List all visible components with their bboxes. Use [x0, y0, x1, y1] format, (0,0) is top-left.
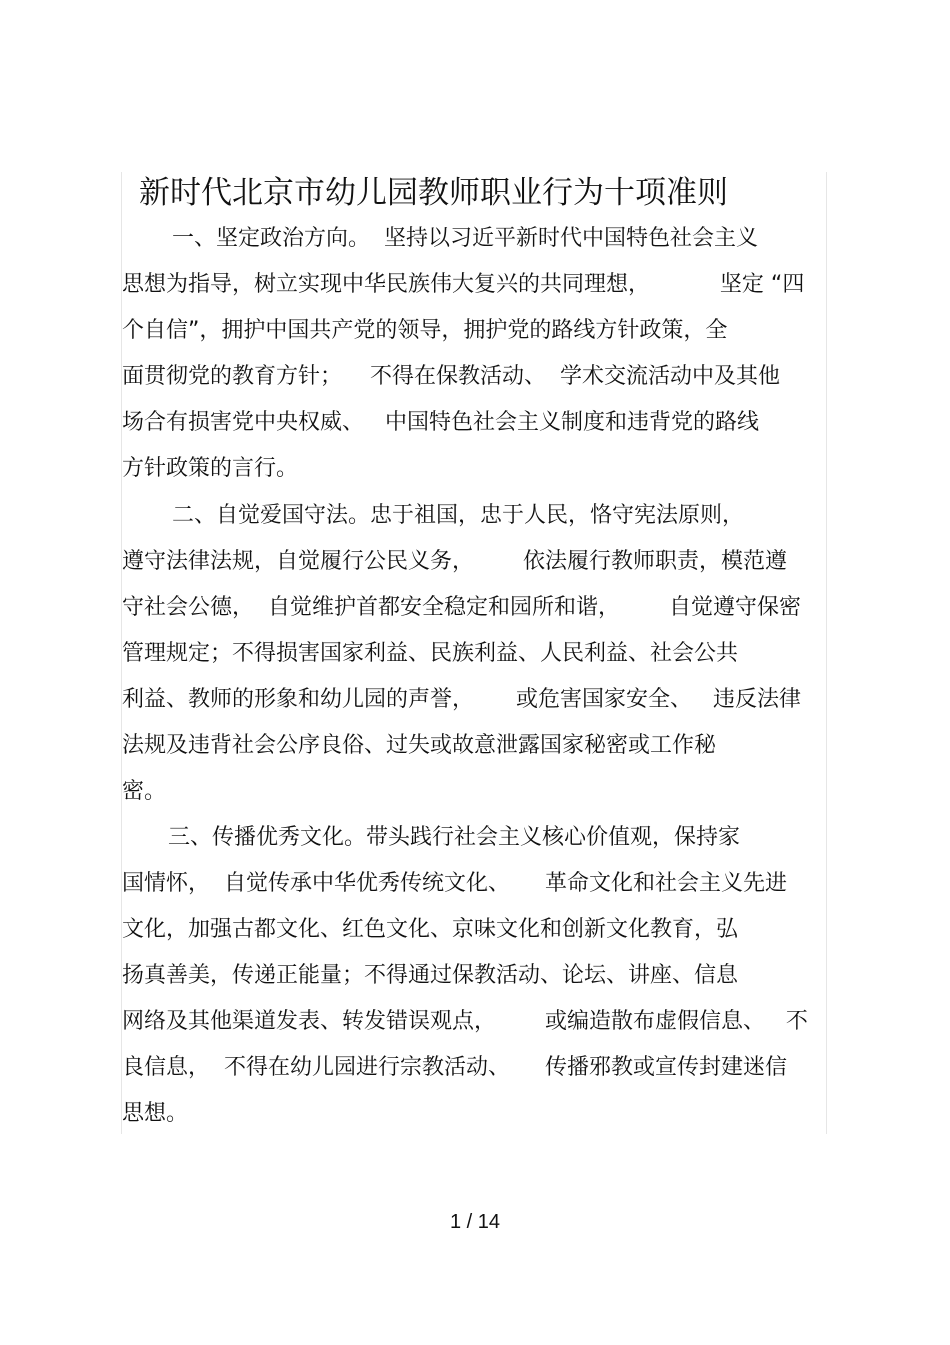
text-line: 面贯彻党的教育方针； 不得在保教活动、 学术交流活动中及其他	[122, 364, 780, 389]
text-line: 国情怀， 自觉传承中华优秀传统文化、 革命文化和社会主义先进	[122, 871, 787, 896]
text-line: 一、坚定政治方向。 坚持以习近平新时代中国特色社会主义	[172, 226, 758, 251]
text-line: 密。	[122, 779, 167, 804]
text-line: 利益、教师的形象和幼儿园的声誉， 或危害国家安全、 违反法律	[122, 687, 801, 712]
text-line: 网络及其他渠道发表、转发错误观点， 或编造散布虚假信息、 不	[122, 1009, 808, 1034]
document-title: 新时代北京市幼儿园教师职业行为十项准则	[139, 175, 728, 211]
text-line: 方针政策的言行。	[122, 456, 299, 481]
text-line: 场合有损害党中央权威、 中国特色社会主义制度和违背党的路线	[122, 410, 759, 435]
text-line: 管理规定；不得损害国家利益、民族利益、人民利益、社会公共	[122, 641, 739, 666]
text-line: 二、自觉爱国守法。忠于祖国，忠于人民，恪守宪法原则，	[172, 503, 745, 528]
text-line: 文化，加强古都文化、红色文化、京味文化和创新文化教育，弘	[122, 917, 739, 942]
text-line: 遵守法律法规，自觉履行公民义务， 依法履行教师职责，模范遵	[122, 549, 787, 574]
text-line: 三、传播优秀文化。带头践行社会主义核心价值观，保持家	[168, 825, 741, 850]
text-line: 思想为指导，树立实现中华民族伟大复兴的共同理想， 坚定 “四	[122, 272, 805, 297]
text-line: 个自信”，拥护中国共产党的领导，拥护党的路线方针政策，全	[122, 318, 728, 343]
text-line: 法规及违背社会公序良俗、过失或故意泄露国家秘密或工作秘	[122, 733, 717, 758]
text-line: 思想。	[122, 1101, 189, 1126]
text-line: 扬真善美，传递正能量；不得通过保教活动、论坛、讲座、信息	[122, 963, 739, 988]
page-number: 1 / 14	[449, 1211, 501, 1233]
text-line: 守社会公德， 自觉维护首都安全稳定和园所和谐， 自觉遵守保密	[122, 595, 801, 620]
text-line: 良信息， 不得在幼儿园进行宗教活动、 传播邪教或宣传封建迷信	[122, 1055, 787, 1080]
page-right-border	[826, 172, 827, 1134]
